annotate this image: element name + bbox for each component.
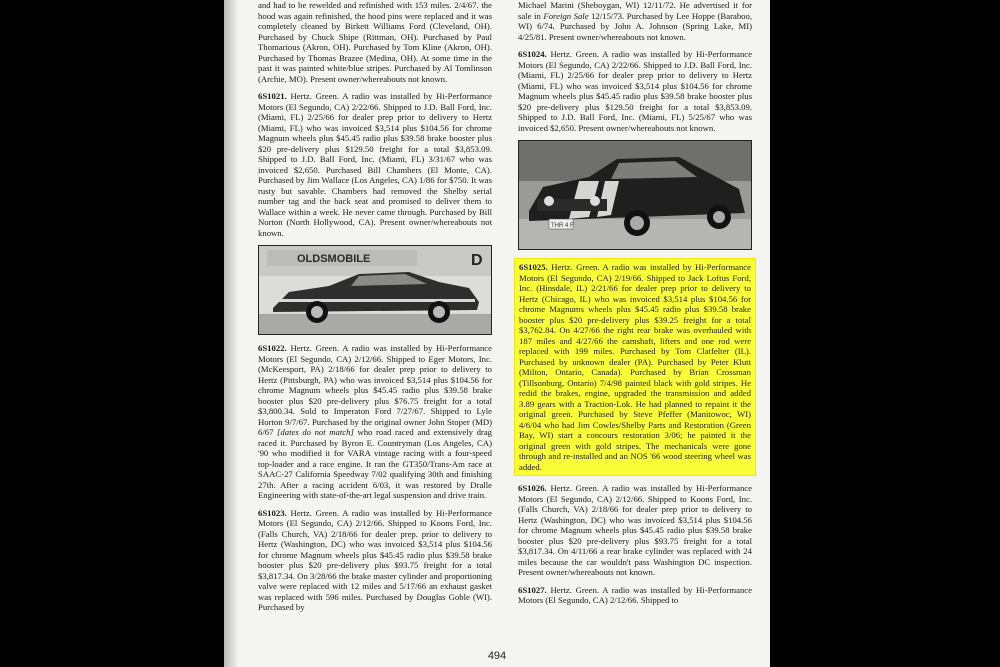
- entry-text-continued: who road raced and extensively drag raced it. Purchased by Byron E. Countryman (Los Angeles, CA) '90 who modified it for VARA vintage racing with a four-speed top-loader and a race engine. It ran the GT350/Trans-Am race at SAAC-27 California Speedway 7/02 qualifying 30th and finishing 27th. After a racing accident 6/03, it was restored by Dralle Engineering with state-of-the-art legal suspension and drive train.: [258, 427, 493, 500]
- fragment-text: Michael Marini (Sheboygan, WI) 12/11/72. He advertised it for sale in: [518, 0, 752, 21]
- right-column: [518, 0, 752, 613]
- sign-text-right: D: [471, 252, 483, 269]
- car-illustration: [259, 246, 492, 335]
- entry-id: 6S1022.: [258, 343, 287, 353]
- entry-text: Hertz. Green. A radio was installed by Hi-Performance Motors (El Segundo, CA) 2/19/66. Shipped to Jack Loftus Ford, Inc. (Hinsdale, IL) 2/21/66 for dealer prep prior to delivery to Hertz (Chicago, IL) who was invoiced $3,514 plus $104.56 for chrome Magnums wheels plus $45.45 radio plus $39.58 brake booster plus $20 pre-delivery plus $39.25 freight for a total $3,762.84. On 4/27/66 the right rear brake was overhauled with 187 miles and 4/27/66 the camshaft, lifters and one rod were replaced with 199 miles. Purchased by Tom Clatfelter (IL). Purchased by unknown dealer (PA). Purchased by Peter Klutt (Milton, Ontario, Canada). Purchased by Brian Crossman (Tillsonburg, Ontario) 7/4/98 painted black with gold stripes. He redid the brakes, engine, upgraded the transmission and added 3.89 gears with a Traction-Lok. He had planned to repaint it the original green. Purchased by Steve Pfeffer (Manitowoc, WI) 4/6/04 who had Jim Cowles/Shelby Parts and Restoration (Green Bay, WI) start a concours restoration 3/06; he painted it the original green with gold stripes. The mechanicals were gone through and re-installed and an NOS '66 wood steering wheel was added.: [519, 262, 752, 472]
- entry-id: 6S1025.: [519, 262, 548, 272]
- entry-6s1021: [258, 91, 492, 238]
- entry-id: 6S1023.: [258, 507, 287, 518]
- entry-id: 6S1027.: [518, 584, 547, 595]
- continued-entry-fragment: and had to be rewelded and refinished with 153 miles. 2/4/67. the hood was again refinished, the hood pins were replaced and it was completely cleaned by Birkett Williams Ford (Cleveland, OH). Purchased by Chuck Shipe (Rittman, OH). Purchased by Paul Thomarious (Akron, OH). Purchased by Tom Kline (Akron, OH). Purchased by Thomas Brazee (Medina, OH). At some time in the past it was painted white/blue stripes. Purchased by Al Tomlinson (Archie, MO). Present owner/whereabouts not known.: [258, 0, 492, 84]
- entry-6s1025-highlighted: [514, 258, 756, 476]
- entry-id: 6S1024.: [518, 49, 547, 59]
- fragment-text-continued: 12/15/73. Purchased by Lee Hoppe (Baraboo, WI) 6/74. Purchased by John A. Johnson (Spring Lake, MI) 4/25/81. Present owner/whereabouts not known.: [518, 10, 753, 42]
- publication-name: Foreign Sale: [543, 10, 589, 21]
- entry-id: 6S1021.: [258, 91, 287, 101]
- car-photo-racing-mustang: [258, 245, 492, 335]
- entry-text: Hertz. Green. A radio was installed by Hi-Performance Motors (El Segundo, CA) 2/12/66. Shipped to Eger Motors, Inc. (McKeesport, PA) 2/18/66 for dealer prep prior to delivery to Hertz (Pittsburgh, PA) who was invoiced $3,514 plus $104.56 for chrome Magnum wheels plus $45.45 radio plus $39.58 brake booster plus $20 pre-delivery plus $76.75 freight for a total $3,800.34. Sold to Imperaton Ford 7/27/67. Shipped to Lyle Horton 9/7/67. Purchased by the original owner John Stoper (MD) 6/67: [258, 343, 493, 437]
- entry-text: Hertz. Green. A radio was installed by Hi-Performance Motors (El Segundo, CA) 2/22/66. Shipped to J.D. Ball Ford, Inc. (Miami, FL) 2/25/66 for dealer prep prior to delivery to Hertz (Miami, FL) who was invoiced $3,514 plus $104.56 for chrome Magnum wheels plus $45.45 radio plus $39.58 brake booster plus $20 pre-delivery plus $129.50 freight for a total $3,853.09. Shipped to J.D. Ball Ford, Inc. (Miami, FL) 5/25/67 who was invoiced $2,650. Present owner/whereabouts not known.: [518, 49, 753, 133]
- entry-text: Hertz. Green. A radio was installed by Hi-Performance Motors (El Segundo, CA) 2/22/66. Shipped to J.D. Ball Ford, Inc. (Miami, FL) 2/25/66 for dealer prep prior to delivery to Hertz (Miami, FL) who was invoiced $3,514 plus $104.56 for chrome Magnum wheels plus $45.45 radio plus $39.58 brake booster plus $20 pre-delivery plus $129.50 freight for a total $3,853.09. Shipped to J.D. Ball Ford, Inc. (Miami, FL) 3/31/67 who was invoiced $2,650. Purchased Bill Chambers (El Monte, CA). Purchased by Jim Wallace (Los Angeles, CA) 1/86 for $750. It was rusty but savable. Chambers had removed the Shelby serial number tag and the back seat and promised to deliver them to Wallace within a week. He never came through. Purchased by Bill Norton (North Hollywood, CA). Present owner/whereabouts not known.: [258, 91, 493, 238]
- page-gutter-shadow: [224, 0, 238, 667]
- entry-6s1024: [518, 49, 752, 133]
- sign-text: OLDSMOBILE: [297, 253, 371, 265]
- entry-text: Hertz. Green. A radio was installed by Hi-Performance Motors (El Segundo, CA) 2/12/66. Shipped to: [518, 584, 753, 605]
- page-number: 494: [487, 650, 507, 662]
- left-column: [258, 0, 492, 620]
- entry-text: Hertz. Green. A radio was installed by Hi-Performance Motors (El Segundo, CA) 2/12/66. Shipped to Koons Ford, Inc. (Falls Church, VA) 2/18/66 for dealer prep. prior to delivery to Hertz (Washington, DC) who was invoiced $3,514 plus $104.56 for chrome Magnum wheels plus $45.45 radio plus $39.58 brake booster plus $20 pre-delivery plus $93.75 freight for a total $3,817.34. On 3/28/66 the brake master cylinder and proportioning valve were replaced with 12 miles and 5/17/66 an exhaust gasket was replaced with 596 miles. Purchased by Douglas Goble (WI). Purchased by: [258, 507, 493, 612]
- entry-6s1022: [258, 343, 492, 501]
- license-plate: THR 4 F: [551, 223, 574, 229]
- entry-6s1027: [518, 585, 752, 606]
- car-illustration: [519, 141, 752, 250]
- car-photo-green-mustang: [518, 140, 752, 250]
- entry-text: Hertz. Green. A radio was installed by Hi-Performance Motors (El Segundo, CA) 2/12/66. Shipped to Koons Ford, Inc. (Falls Church, VA) 2/18/66 for dealer prep prior to delivery to Hertz (Washington, DC) who was invoiced $3,514 plus $104.56 for chrome Magnum wheels plus $45.45 radio plus $39.58 brake booster plus $20 pre-delivery plus $93.75 freight for a total $3,817.34. On 4/11/66 a rear brake cylinder was replaced with 24 miles because the car wouldn't pass Washington DC inspection. Present owner/whereabouts not known.: [518, 483, 753, 577]
- entry-6s1026: [518, 483, 752, 578]
- entry-id: 6S1026.: [518, 483, 547, 493]
- editor-note: [dates do not match]: [277, 427, 354, 437]
- continued-entry-fragment: [518, 0, 752, 42]
- entry-6s1023: [258, 508, 492, 613]
- book-page: [224, 0, 770, 667]
